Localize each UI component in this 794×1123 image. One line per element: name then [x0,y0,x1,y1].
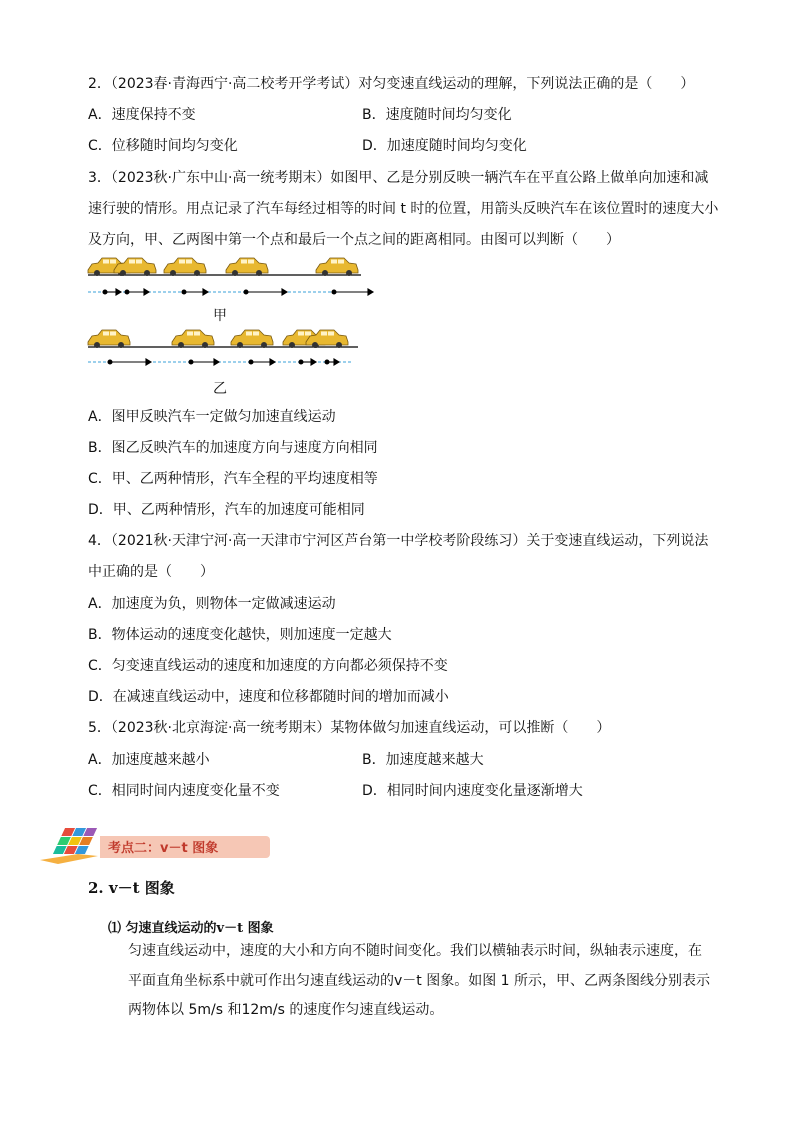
q2-stem: 2．（2023春·青海西宁·高二校考开学考试）对匀变速直线运动的理解，下列说法正确的是（ ） [88,76,695,92]
q5-option-a: A．加速度越来越小 [88,752,210,768]
q3-option-c: C．甲、乙两种情形，汽车全程的平均速度相等 [88,471,378,487]
q4-stem-line1: 4．（2021秋·天津宁河·高一天津市宁河区芦台第一中学校考阶段练习）关于变速直线运动，下列说法 [88,533,709,549]
section-subtitle: ⑴ 匀速直线运动的v－t 图象 [108,921,274,936]
q3-option-d: D．甲、乙两种情形，汽车的加速度可能相同 [88,502,365,518]
figure-yi [86,328,386,374]
q2-option-c: C．位移随时间均匀变化 [88,138,238,154]
q2-option-d: D．加速度随时间均匀变化 [362,138,527,154]
section-title: 2. v－t 图象 [88,879,175,897]
q4-stem-line2: 中正确的是（ ） [88,564,214,580]
q3-stem-line3: 及方向，甲、乙两图中第一个点和最后一个点之间的距离相同。由图可以判断（ ） [88,232,620,248]
car-icon [114,258,156,276]
q3-stem-line2: 速行驶的情形。用点记录了汽车每经过相等的时间 t 时的位置，用箭头反映汽车在该位置时的速度大小 [88,201,719,217]
q2-option-a: A．速度保持不变 [88,107,196,123]
figure-yi-label: 乙 [213,381,227,397]
q4-option-c: C．匀变速直线运动的速度和加速度的方向都必须保持不变 [88,658,448,674]
car-icon [172,330,214,348]
q4-option-a: A．加速度为负，则物体一定做减速运动 [88,596,336,612]
cube-logo-icon [38,826,110,866]
q3-option-a: A．图甲反映汽车一定做匀加速直线运动 [88,409,336,425]
paragraph-line1: 匀速直线运动中，速度的大小和方向不随时间变化。我们以横轴表示时间，纵轴表示速度，在 [128,943,702,959]
q2-option-b: B．速度随时间均匀变化 [362,107,512,123]
q5-option-b: B．加速度越来越大 [362,752,484,768]
car-icon [231,330,273,348]
q5-stem: 5．（2023秋·北京海淀·高一统考期末）某物体做匀加速直线运动，可以推断（ ） [88,720,611,736]
q3-option-b: B．图乙反映汽车的加速度方向与速度方向相同 [88,440,378,456]
car-icon [88,330,130,348]
badge-label: 考点二：v－t 图象 [108,841,219,856]
paragraph-line2: 平面直角坐标系中就可作出匀速直线运动的v－t 图象。如图 1 所示，甲、乙两条图线分别表示 [128,973,711,989]
figure-jia [86,256,386,304]
section-badge [38,826,238,866]
q4-option-b: B．物体运动的速度变化越快，则加速度一定越大 [88,627,392,643]
figure-jia-label: 甲 [213,308,227,324]
q4-option-d: D．在减速直线运动中，速度和位移都随时间的增加而减小 [88,689,449,705]
q5-option-d: D．相同时间内速度变化量逐渐增大 [362,783,583,799]
q5-option-c: C．相同时间内速度变化量不变 [88,783,280,799]
paragraph-line3: 两物体以 5m/s 和12m/s 的速度作匀速直线运动。 [128,1002,444,1018]
car-icon [164,258,206,276]
car-icon [226,258,268,276]
q3-stem-line1: 3．（2023秋·广东中山·高一统考期末）如图甲、乙是分别反映一辆汽车在平直公路上做单向加速和减 [88,170,709,186]
car-icon [316,258,358,276]
